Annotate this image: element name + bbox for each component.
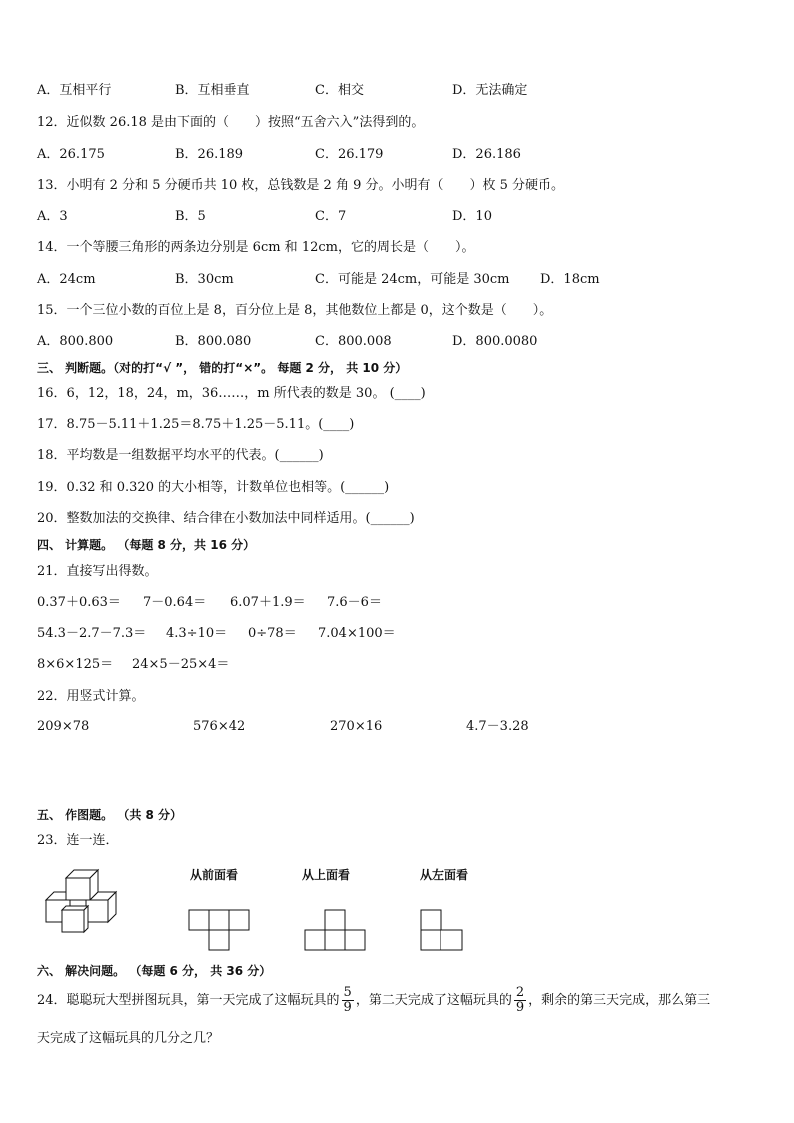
fraction-denominator: 9 — [343, 1000, 352, 1015]
section-3-heading: 三、 判断题。（对的打“√ ”， 错的打“×”。 每题 2 分， 共 10 分） — [37, 361, 408, 375]
q24-line-2: 天完成了这幅玩具的几分之几？ — [37, 1031, 220, 1046]
q22-expr: 270×16 — [330, 719, 383, 734]
q11-option-d: D．无法确定 — [452, 83, 528, 98]
q22-expr: 576×42 — [193, 719, 246, 734]
q24-text: 24．聪聪玩大型拼图玩具，第一天完成了这幅玩具的 — [37, 993, 340, 1008]
q15-option-d: D．800.0080 — [452, 334, 538, 349]
view-label-front: 从前面看 — [190, 868, 239, 882]
q24-text: ，第二天完成了这幅玩具的 — [355, 993, 512, 1008]
q11-option-b: B．互相垂直 — [175, 83, 250, 98]
fraction-numerator: 5 — [343, 985, 352, 1000]
q21-expr: 7.6－6＝ — [327, 595, 382, 610]
q13-option-d: D．10 — [452, 209, 492, 224]
q21-expr: 8×6×125＝ — [37, 657, 114, 672]
q24-text: ，剩余的第三天完成，那么第三 — [528, 993, 711, 1008]
q14-option-b: B．30cm — [175, 272, 234, 287]
q24-line-1 — [37, 986, 710, 1016]
q21-expr: 6.07＋1.9＝ — [230, 595, 306, 610]
section-4-heading: 四、 计算题。 （每题 8 分，共 16 分） — [37, 538, 256, 552]
q14-option-c: C．可能是 24cm，可能是 30cm — [315, 272, 510, 287]
q15-option-c: C．800.008 — [315, 334, 392, 349]
q19: 19．0.32 和 0.320 的大小相等，计数单位也相等。(______) — [37, 480, 390, 495]
q21-expr: 54.3－2.7－7.3＝ — [37, 626, 147, 641]
view-shape-t — [188, 909, 252, 953]
q21-expr: 0.37＋0.63＝ — [37, 595, 121, 610]
q22-stem: 22．用竖式计算。 — [37, 689, 145, 704]
q13-option-a: A．3 — [37, 209, 68, 224]
q21-expr: 7.04×100＝ — [318, 626, 396, 641]
fraction — [514, 986, 526, 1015]
view-shape-l — [420, 909, 466, 953]
q21-expr: 4.3÷10＝ — [166, 626, 228, 641]
q13-option-b: B．5 — [175, 209, 206, 224]
cube-stack-figure — [42, 864, 122, 934]
q12-option-a: A．26.175 — [37, 147, 105, 162]
q12-option-c: C．26.179 — [315, 147, 384, 162]
q22-expr: 4.7－3.28 — [466, 719, 529, 734]
q15-stem: 15．一个三位小数的百位上是 8，百分位上是 8，其他数位上都是 0，这个数是（ ）。 — [37, 303, 553, 318]
q14-option-d: D．18cm — [540, 272, 600, 287]
q13-stem: 13．小明有 2 分和 5 分硬币共 10 枚，总钱数是 2 角 9 分。小明有（ ）枚 5 分硬币。 — [37, 178, 565, 193]
q15-option-b: B．800.080 — [175, 334, 252, 349]
fraction-numerator: 2 — [515, 985, 525, 1000]
q22-expr: 209×78 — [37, 719, 90, 734]
section-6-heading: 六、 解决问题。 （每题 6 分， 共 36 分） — [37, 964, 272, 978]
q16: 16．6，12，18，24，m，36……，m 所代表的数是 30。 (____) — [37, 386, 426, 401]
view-label-left: 从左面看 — [420, 868, 469, 882]
q12-option-b: B．26.189 — [175, 147, 244, 162]
q11-option-a: A．互相平行 — [37, 83, 112, 98]
q17: 17．8.75－5.11＋1.25＝8.75＋1.25－5.11。(____) — [37, 417, 355, 432]
q20: 20．整数加法的交换律、结合律在小数加法中同样适用。(______) — [37, 511, 415, 526]
q21-stem: 21．直接写出得数。 — [37, 564, 158, 579]
q12-stem: 12．近似数 26.18 是由下面的（ ）按照“五舍六入”法得到的。 — [37, 115, 425, 130]
section-5-heading: 五、 作图题。 （共 8 分） — [37, 808, 183, 822]
fraction — [342, 986, 354, 1015]
q21-expr: 7－0.64＝ — [143, 595, 207, 610]
q21-expr: 0÷78＝ — [248, 626, 297, 641]
q12-option-d: D．26.186 — [452, 147, 521, 162]
q14-option-a: A．24cm — [37, 272, 96, 287]
q21-expr: 24×5－25×4＝ — [132, 657, 230, 672]
view-label-top: 从上面看 — [302, 868, 351, 882]
q13-option-c: C．7 — [315, 209, 347, 224]
q23-stem: 23．连一连． — [37, 833, 119, 848]
q18: 18．平均数是一组数据平均水平的代表。(______) — [37, 448, 324, 463]
fraction-denominator: 9 — [515, 1000, 525, 1015]
q15-option-a: A．800.800 — [37, 334, 114, 349]
q14-stem: 14．一个等腰三角形的两条边分别是 6cm 和 12cm，它的周长是（ ）。 — [37, 240, 475, 255]
view-shape-inverted-t — [304, 909, 368, 953]
q11-option-c: C．相交 — [315, 83, 364, 98]
